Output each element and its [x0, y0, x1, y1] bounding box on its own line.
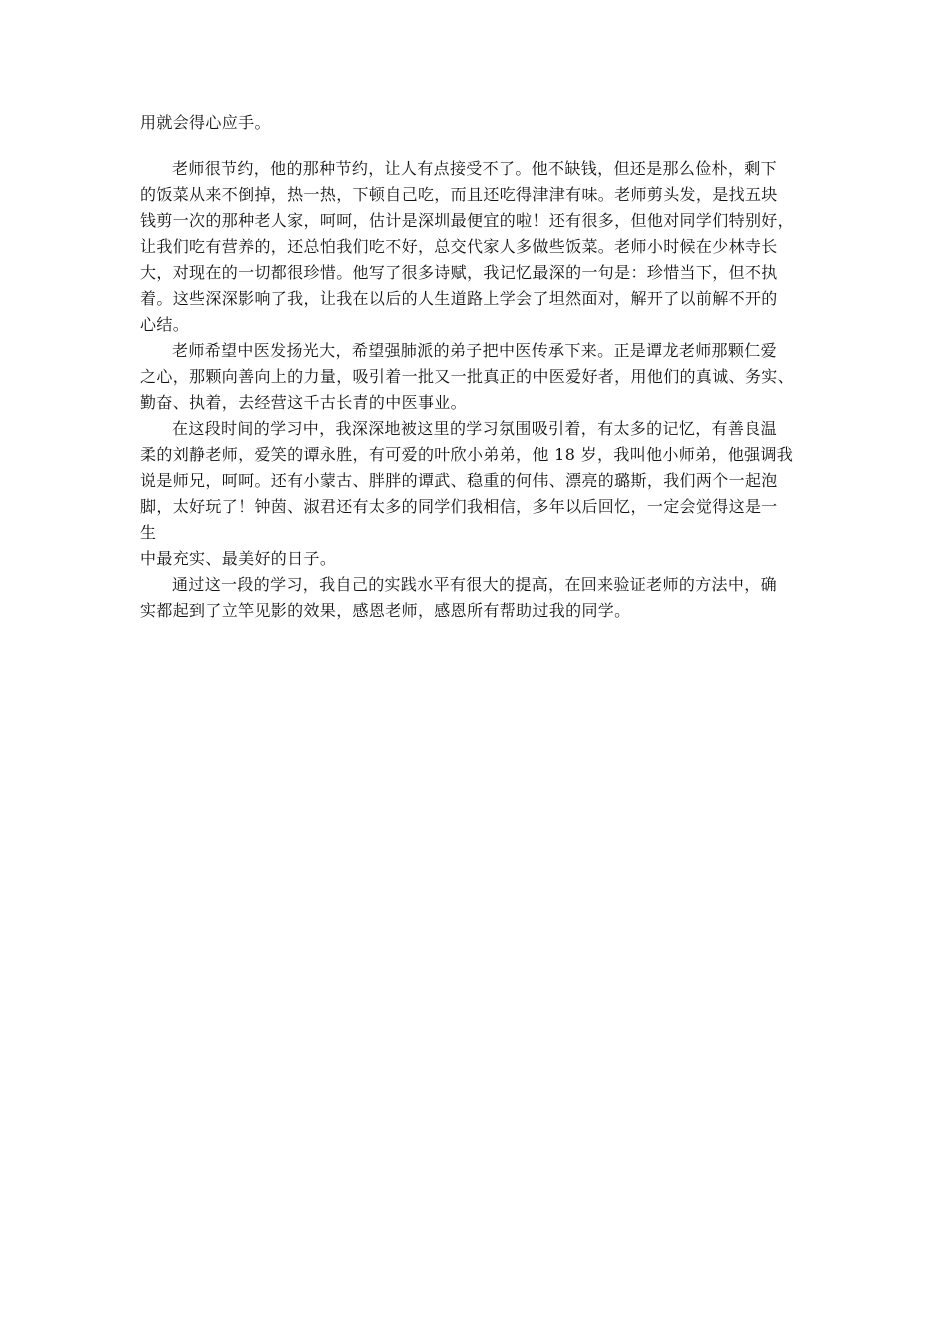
paragraph-continuation: 用就会得心应手。 — [140, 113, 271, 132]
paragraph-gratitude: 通过这一段的学习，我自己的实践水平有很大的提高，在回来验证老师的方法中，确 实都起到了立竿见影的效果，感恩老师，感恩所有帮助过我的同学。 — [140, 575, 777, 620]
document-body — [140, 110, 815, 624]
paragraph-gap — [140, 136, 815, 156]
paragraph-frugal-teacher: 老师很节约，他的那种节约，让人有点接受不了。他不缺钱，但还是那么俭朴，剩下 的饭菜从来不倒掉，热一热，下顿自己吃，而且还吃得津津有味。老师剪头发，是找五块 钱剪一次的那种老人家，呵呵，估计是深圳最便宜的啦！还有很多，但他对同学们特别好， 让我们吃有营养的，还总怕我们吃不好，总交代家人多做些饭菜。老师小时候在少林寺长 大，对现在的一切都很珍惜。他写了很多诗赋，我记忆最深的一句是：珍惜当下，但不执 着。这些深深影响了我，让我在以后的人生道路上学会了坦然面对，解开了以前解不开的 心结。 — [140, 159, 795, 334]
paragraph-tcm-hope: 老师希望中医发扬光大，希望强肺派的弟子把中医传承下来。正是谭龙老师那颗仁爱 之心，那颗向善向上的力量，吸引着一批又一批真正的中医爱好者，用他们的真诚、务实、 勤奋、执着，去经营这千古长青的中医事业。 — [140, 341, 795, 412]
paragraph-classmates: 在这段时间的学习中，我深深地被这里的学习氛围吸引着，有太多的记忆，有善良温 柔的刘静老师，爱笑的谭永胜，有可爱的叶欣小弟弟，他 18 岁，我叫他小师弟，他强调我 说是师兄，呵呵。还有小蒙古、胖胖的谭武、稳重的何伟、漂亮的璐斯，我们两个一起泡 脚，太好玩了！钟茵、淑君还有太多的同学们我相信，多年以后回忆，一定会觉得这是一 生 中最充实、最美好的日子。 — [140, 419, 794, 568]
